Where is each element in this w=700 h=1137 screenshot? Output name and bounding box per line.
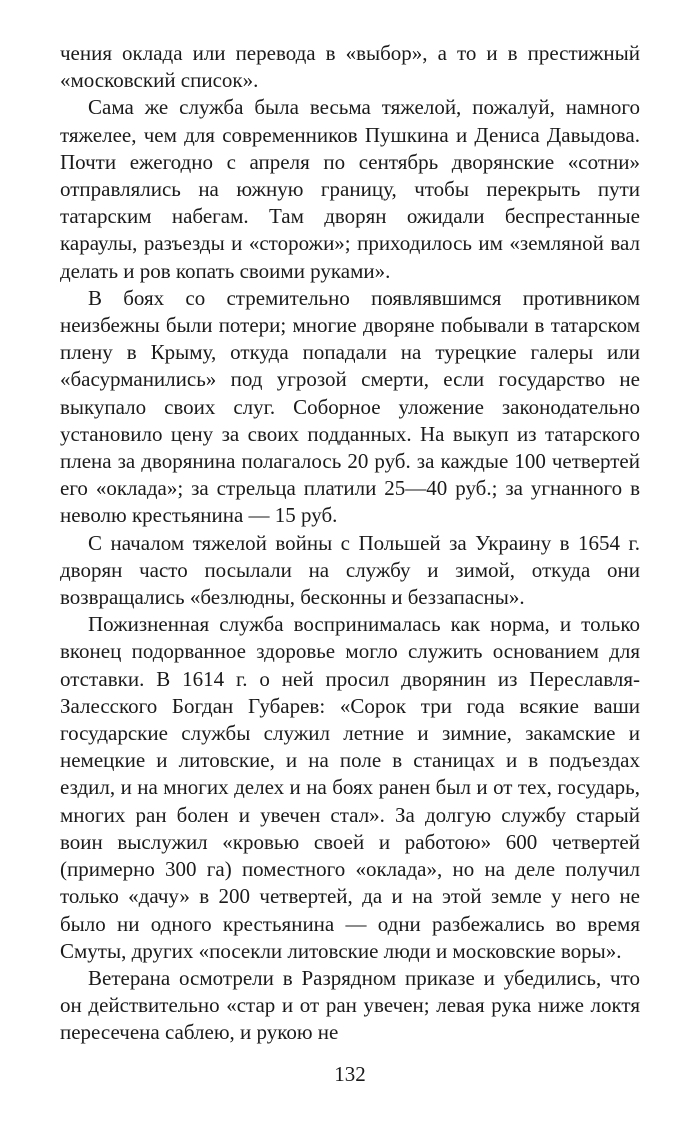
paragraph-lifelong-service: Пожизненная служба воспринималась как норма, и только вконец подорванное здоровье могло служить основанием для отставки. В 1614 г. о ней просил дворянин из Переславля-Залесского Богдан Губарев: «Сорок три года всякие ваши государские службы служил летние и зимние, закамские и немецкие и литовские, и на поле в станицах и в подъездах ездил, и на многих делех и на боях ранен был и от тех, государь, многих ран болен и увечен стал». За долгую службу старый воин выслужил «кровью своей и работою» 600 четвертей (примерно 300 га) поместного «оклада», но на деле получил только «дачу» в 200 четвертей, да и на этой земле у него не было ни одного крестьянина — одни разбежались во время Смуты, других «посекли литовские люди и московские воры». — [60, 612, 640, 963]
paragraph-service-hardship: Сама же служба была весьма тяжелой, пожалуй, намного тяжелее, чем для современников Пушкина и Дениса Давыдова. Почти ежегодно с апреля по сентябрь дворянские «сотни» отправлялись на южную границу, чтобы перекрыть пути татарским набегам. Там дворян ожидали беспрестанные караулы, разъезды и «сторожи»; приходилось им «земляной вал делать и ров копать своими руками». — [60, 95, 640, 283]
paragraph-captivity-ransom: В боях со стремительно появлявшимся противником неизбежны были потери; многие дворяне побывали в татарском плену в Крыму, откуда попадали на турецкие галеры или «басурманились» под угрозой смерти, если государство не выкупало своих слуг. Соборное уложение законодательно установило цену за своих подданных. На выкуп из татарского плена за дворянина полагалось 20 руб. за каждые 100 четвертей его «оклада»; за стрельца платили 25—40 руб.; за угнанного в неволю крестьянина — 15 руб. — [60, 285, 640, 528]
paragraph-continuation: чения оклада или перевода в «выбор», а то и в престижный «московский список». — [60, 41, 640, 93]
paragraph-polish-war: С началом тяжелой войны с Польшей за Украину в 1654 г. дворян часто посылали на службу и зимой, откуда они возвращались «безлюдны, бесконны и беззапасны». — [60, 530, 640, 610]
paragraph-veteran-examination: Ветерана осмотрели в Разрядном приказе и убедились, что он действительно «стар и от ран увечен; левая рука ниже локтя пересечена саблею, и рукою не — [60, 965, 640, 1045]
page-body — [60, 40, 640, 1047]
page-number: 132 — [334, 1062, 366, 1086]
